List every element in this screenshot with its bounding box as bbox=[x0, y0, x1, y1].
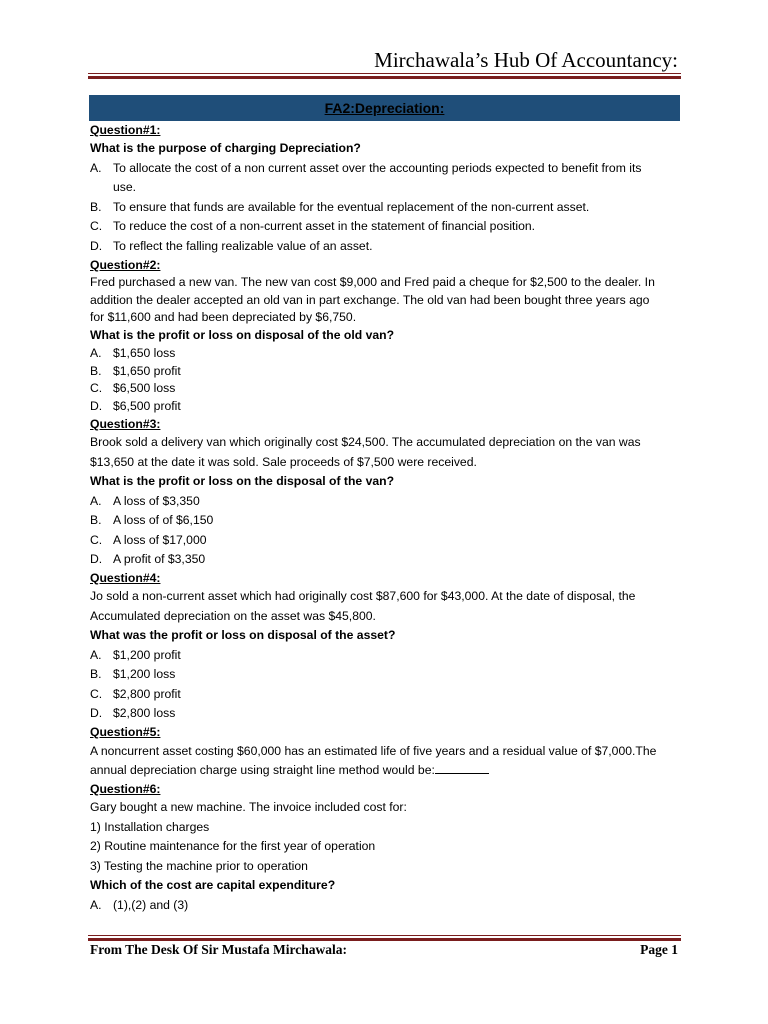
question-1-option-a-cont bbox=[90, 178, 682, 198]
question-6-item-1: 1) Installation charges bbox=[90, 819, 210, 834]
option-letter: D. bbox=[90, 552, 103, 567]
question-4-option-c bbox=[90, 685, 682, 705]
question-4-line-2: Accumulated depreciation on the asset was $45,800. bbox=[90, 608, 376, 623]
question-4-heading: Question#4: bbox=[90, 570, 161, 585]
question-3-line-2: $13,650 at the date it was sold. Sale proceeds of $7,500 were received. bbox=[90, 454, 477, 469]
option-letter: A. bbox=[90, 897, 102, 912]
footer-author: From The Desk Of Sir Mustafa Mirchawala: bbox=[90, 942, 347, 957]
question-5-line-2 bbox=[90, 761, 682, 781]
option-letter: B. bbox=[90, 199, 102, 214]
answer-blank bbox=[435, 762, 489, 774]
option-letter: C. bbox=[90, 532, 103, 547]
option-text: $2,800 loss bbox=[113, 706, 176, 721]
option-letter: C. bbox=[90, 686, 103, 701]
question-1-option-a bbox=[90, 159, 682, 179]
option-letter: D. bbox=[90, 238, 103, 253]
option-text: $6,500 loss bbox=[113, 381, 176, 396]
question-6-item-3: 3) Testing the machine prior to operation bbox=[90, 858, 308, 873]
question-2-prompt: What is the profit or loss on disposal of the old van? bbox=[90, 328, 395, 343]
question-1-option-b bbox=[90, 198, 682, 218]
question-5-line-1: A noncurrent asset costing $60,000 has an estimated life of five years and a residual value of $7,000.The bbox=[90, 743, 657, 758]
question-5-heading: Question#5: bbox=[90, 724, 161, 739]
option-letter: A. bbox=[90, 647, 102, 662]
option-letter: B. bbox=[90, 363, 102, 378]
option-text: use. bbox=[113, 180, 137, 194]
option-text: A loss of of $6,150 bbox=[113, 513, 214, 528]
question-1-option-c bbox=[90, 217, 682, 237]
question-3-option-d bbox=[90, 550, 682, 570]
question-2-option-c bbox=[90, 380, 682, 398]
option-text: To reflect the falling realizable value of an asset. bbox=[113, 238, 373, 253]
question-1-option-d bbox=[90, 237, 682, 257]
question-4-line-1: Jo sold a non-current asset which had originally cost $87,600 for $43,000. At the date of disposal, the bbox=[90, 589, 636, 604]
question-3-heading: Question#3: bbox=[90, 416, 161, 431]
question-list bbox=[90, 121, 682, 915]
option-text: A loss of $17,000 bbox=[113, 532, 207, 547]
question-3-prompt: What is the profit or loss on the disposal of the van? bbox=[90, 474, 395, 489]
option-text: To reduce the cost of a non-current asset in the statement of financial position. bbox=[113, 219, 536, 233]
option-letter: C. bbox=[90, 219, 103, 233]
option-text: To ensure that funds are available for the eventual replacement of the non-current asset. bbox=[113, 199, 590, 214]
question-2-option-d bbox=[90, 398, 682, 416]
option-letter: A. bbox=[90, 493, 102, 508]
option-text: $1,200 profit bbox=[113, 647, 181, 662]
option-text: $6,500 profit bbox=[113, 398, 181, 413]
option-letter: B. bbox=[90, 513, 102, 528]
question-6-option-a bbox=[90, 896, 682, 916]
question-4-option-b bbox=[90, 665, 682, 685]
question-2-heading: Question#2: bbox=[90, 258, 161, 272]
option-text: $2,800 profit bbox=[113, 686, 181, 701]
question-1-prompt: What is the purpose of charging Depreciation? bbox=[90, 141, 361, 155]
question-2-line-3: for $11,600 and had been depreciated by $6,750. bbox=[90, 310, 357, 325]
question-6-prompt: Which of the cost are capital expenditure? bbox=[90, 878, 336, 893]
option-text: A profit of $3,350 bbox=[113, 552, 206, 567]
question-5-line-2-text: annual depreciation charge using straight line method would be: bbox=[90, 763, 435, 778]
footer-divider bbox=[88, 935, 681, 941]
question-6-intro: Gary bought a new machine. The invoice included cost for: bbox=[90, 800, 407, 815]
option-text: $1,650 loss bbox=[113, 345, 176, 360]
question-2-line-1: Fred purchased a new van. The new van cost $9,000 and Fred paid a cheque for $2,500 to the dealer. In bbox=[90, 275, 655, 289]
question-3-option-b bbox=[90, 511, 682, 531]
question-3-line-1: Brook sold a delivery van which originally cost $24,500. The accumulated depreciation on the van was bbox=[90, 435, 641, 450]
option-letter: A. bbox=[90, 160, 102, 175]
option-letter: C. bbox=[90, 381, 103, 396]
question-6-heading: Question#6: bbox=[90, 781, 161, 796]
page-number: Page 1 bbox=[640, 942, 678, 957]
option-letter: D. bbox=[90, 398, 103, 413]
question-1-heading: Question#1: bbox=[90, 123, 161, 137]
header-divider bbox=[88, 73, 681, 79]
option-letter: B. bbox=[90, 667, 102, 682]
option-text: $1,650 profit bbox=[113, 363, 181, 378]
option-letter: D. bbox=[90, 706, 103, 721]
option-letter: A. bbox=[90, 345, 102, 360]
option-text: To allocate the cost of a non current asset over the accounting periods expected to benefit from its bbox=[113, 160, 642, 175]
question-2-line-2: addition the dealer accepted an old van in part exchange. The old van had been bought three years ago bbox=[90, 292, 650, 307]
option-text: A loss of $3,350 bbox=[113, 493, 200, 508]
question-2-option-b bbox=[90, 363, 682, 381]
section-title: FA2:Depreciation: bbox=[324, 100, 445, 116]
question-3-option-c bbox=[90, 531, 682, 551]
question-4-prompt: What was the profit or loss on disposal of the asset? bbox=[90, 628, 396, 643]
section-banner bbox=[89, 95, 680, 121]
question-6-item-2: 2) Routine maintenance for the first year of operation bbox=[90, 839, 376, 854]
question-4-option-a bbox=[90, 646, 682, 666]
header-title: Mirchawala’s Hub Of Accountancy: bbox=[374, 48, 678, 72]
question-3-option-a bbox=[90, 492, 682, 512]
question-2-option-a bbox=[90, 345, 682, 363]
option-text: (1),(2) and (3) bbox=[113, 897, 189, 912]
option-text: $1,200 loss bbox=[113, 667, 176, 682]
question-4-option-d bbox=[90, 704, 682, 724]
